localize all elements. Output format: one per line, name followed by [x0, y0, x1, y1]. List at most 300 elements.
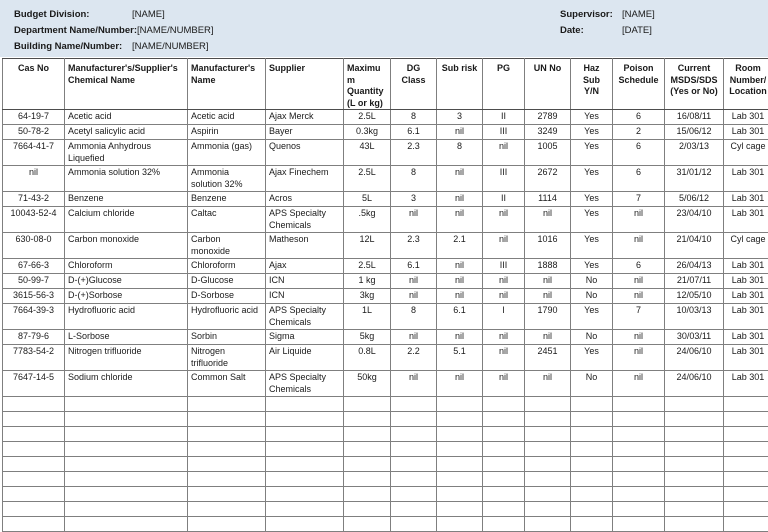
cell-un-no[interactable]: 2789	[525, 110, 571, 125]
cell-empty[interactable]	[571, 502, 613, 517]
cell-pg[interactable]: nil	[483, 207, 525, 233]
cell-poison-schedule[interactable]: 6	[613, 110, 665, 125]
cell-current-msds[interactable]: 15/06/12	[665, 125, 724, 140]
cell-manufacturer-name[interactable]: Caltac	[188, 207, 266, 233]
cell-cas-no[interactable]: 7783-54-2	[3, 345, 65, 371]
column-header-chemical-name[interactable]	[65, 59, 188, 110]
cell-chemical-name[interactable]: Acetyl salicylic acid	[65, 125, 188, 140]
column-header-current-msds[interactable]	[665, 59, 724, 110]
cell-pg[interactable]: III	[483, 166, 525, 192]
cell-dg-class[interactable]: 8	[391, 166, 437, 192]
cell-empty[interactable]	[391, 412, 437, 427]
cell-cas-no[interactable]: 50-99-7	[3, 274, 65, 289]
cell-room-number[interactable]: Cyl cage	[724, 233, 768, 259]
cell-empty[interactable]	[437, 487, 483, 502]
cell-poison-schedule[interactable]: nil	[613, 233, 665, 259]
cell-empty[interactable]	[483, 517, 525, 532]
cell-max-quantity[interactable]: 43L	[344, 140, 391, 166]
cell-room-number[interactable]: Lab 301	[724, 259, 768, 274]
cell-supplier[interactable]: Ajax	[266, 259, 344, 274]
cell-supplier[interactable]: Acros	[266, 192, 344, 207]
cell-max-quantity[interactable]: .5kg	[344, 207, 391, 233]
column-header-supplier[interactable]	[266, 59, 344, 110]
column-header-pg[interactable]	[483, 59, 525, 110]
cell-room-number[interactable]: Lab 301	[724, 274, 768, 289]
cell-haz-sub[interactable]: No	[571, 289, 613, 304]
cell-empty[interactable]	[391, 517, 437, 532]
cell-dg-class[interactable]: 8	[391, 110, 437, 125]
cell-empty[interactable]	[65, 397, 188, 412]
cell-empty[interactable]	[65, 517, 188, 532]
column-header-manufacturer-name[interactable]	[188, 59, 266, 110]
cell-chemical-name[interactable]: Ammonia solution 32%	[65, 166, 188, 192]
cell-pg[interactable]: III	[483, 125, 525, 140]
cell-room-number[interactable]: Lab 301	[724, 166, 768, 192]
cell-empty[interactable]	[437, 472, 483, 487]
cell-cas-no[interactable]: 50-78-2	[3, 125, 65, 140]
cell-un-no[interactable]: nil	[525, 371, 571, 397]
cell-haz-sub[interactable]: Yes	[571, 233, 613, 259]
supervisor-field[interactable]	[560, 8, 655, 22]
cell-empty[interactable]	[65, 487, 188, 502]
cell-cas-no[interactable]: 630-08-0	[3, 233, 65, 259]
cell-pg[interactable]: nil	[483, 140, 525, 166]
cell-empty[interactable]	[525, 427, 571, 442]
cell-supplier[interactable]: Bayer	[266, 125, 344, 140]
cell-empty[interactable]	[3, 457, 65, 472]
cell-max-quantity[interactable]: 5L	[344, 192, 391, 207]
cell-cas-no[interactable]: 7664-39-3	[3, 304, 65, 330]
cell-supplier[interactable]: Air Liquide	[266, 345, 344, 371]
cell-supplier[interactable]: Ajax Finechem	[266, 166, 344, 192]
cell-room-number[interactable]: Cyl cage	[724, 140, 768, 166]
cell-current-msds[interactable]: 2/03/13	[665, 140, 724, 166]
cell-empty[interactable]	[613, 502, 665, 517]
cell-dg-class[interactable]: 2.3	[391, 140, 437, 166]
cell-empty[interactable]	[525, 472, 571, 487]
cell-empty[interactable]	[571, 457, 613, 472]
cell-poison-schedule[interactable]: 6	[613, 140, 665, 166]
cell-empty[interactable]	[188, 472, 266, 487]
cell-empty[interactable]	[724, 517, 768, 532]
cell-dg-class[interactable]: nil	[391, 289, 437, 304]
cell-pg[interactable]: III	[483, 259, 525, 274]
cell-un-no[interactable]: 1016	[525, 233, 571, 259]
cell-poison-schedule[interactable]: 2	[613, 125, 665, 140]
budget-division-field[interactable]	[14, 8, 214, 22]
cell-empty[interactable]	[437, 457, 483, 472]
cell-poison-schedule[interactable]: nil	[613, 274, 665, 289]
cell-empty[interactable]	[665, 472, 724, 487]
cell-empty[interactable]	[344, 412, 391, 427]
cell-empty[interactable]	[525, 517, 571, 532]
cell-empty[interactable]	[613, 472, 665, 487]
cell-empty[interactable]	[437, 412, 483, 427]
cell-empty[interactable]	[724, 427, 768, 442]
cell-sub-risk[interactable]: nil	[437, 289, 483, 304]
building-name-number-value[interactable]: [NAME/NUMBER]	[132, 40, 209, 54]
cell-empty[interactable]	[266, 442, 344, 457]
cell-max-quantity[interactable]: 12L	[344, 233, 391, 259]
cell-empty[interactable]	[3, 502, 65, 517]
cell-empty[interactable]	[665, 427, 724, 442]
cell-cas-no[interactable]: 3615-56-3	[3, 289, 65, 304]
cell-max-quantity[interactable]: 2.5L	[344, 259, 391, 274]
cell-manufacturer-name[interactable]: Common Salt	[188, 371, 266, 397]
cell-haz-sub[interactable]: Yes	[571, 207, 613, 233]
cell-sub-risk[interactable]: nil	[437, 166, 483, 192]
cell-empty[interactable]	[525, 412, 571, 427]
cell-cas-no[interactable]: nil	[3, 166, 65, 192]
cell-empty[interactable]	[344, 457, 391, 472]
cell-empty[interactable]	[266, 487, 344, 502]
cell-poison-schedule[interactable]: nil	[613, 207, 665, 233]
cell-empty[interactable]	[437, 397, 483, 412]
cell-manufacturer-name[interactable]: Benzene	[188, 192, 266, 207]
cell-chemical-name[interactable]: D-(+)Glucose	[65, 274, 188, 289]
cell-pg[interactable]: I	[483, 304, 525, 330]
cell-haz-sub[interactable]: Yes	[571, 140, 613, 166]
cell-empty[interactable]	[344, 487, 391, 502]
cell-pg[interactable]: nil	[483, 330, 525, 345]
cell-sub-risk[interactable]: nil	[437, 259, 483, 274]
cell-empty[interactable]	[613, 412, 665, 427]
cell-dg-class[interactable]: 6.1	[391, 125, 437, 140]
cell-empty[interactable]	[65, 412, 188, 427]
cell-cas-no[interactable]: 10043-52-4	[3, 207, 65, 233]
cell-dg-class[interactable]: nil	[391, 371, 437, 397]
cell-empty[interactable]	[65, 427, 188, 442]
cell-empty[interactable]	[724, 412, 768, 427]
cell-sub-risk[interactable]: nil	[437, 371, 483, 397]
cell-empty[interactable]	[188, 442, 266, 457]
cell-un-no[interactable]: 1790	[525, 304, 571, 330]
cell-empty[interactable]	[665, 442, 724, 457]
cell-chemical-name[interactable]: L-Sorbose	[65, 330, 188, 345]
cell-empty[interactable]	[665, 457, 724, 472]
cell-manufacturer-name[interactable]: Sorbin	[188, 330, 266, 345]
cell-empty[interactable]	[613, 427, 665, 442]
cell-empty[interactable]	[188, 502, 266, 517]
cell-poison-schedule[interactable]: 7	[613, 304, 665, 330]
cell-empty[interactable]	[188, 487, 266, 502]
column-header-cas-no[interactable]	[3, 59, 65, 110]
cell-room-number[interactable]: Lab 301	[724, 207, 768, 233]
cell-room-number[interactable]: Lab 301	[724, 371, 768, 397]
cell-max-quantity[interactable]: 1 kg	[344, 274, 391, 289]
cell-empty[interactable]	[391, 457, 437, 472]
supervisor-value[interactable]: [NAME]	[622, 8, 655, 22]
cell-empty[interactable]	[391, 442, 437, 457]
cell-sub-risk[interactable]: 5.1	[437, 345, 483, 371]
cell-empty[interactable]	[571, 442, 613, 457]
cell-empty[interactable]	[724, 457, 768, 472]
column-header-dg-class[interactable]	[391, 59, 437, 110]
cell-dg-class[interactable]: 2.2	[391, 345, 437, 371]
cell-room-number[interactable]: Lab 301	[724, 110, 768, 125]
cell-empty[interactable]	[188, 427, 266, 442]
cell-empty[interactable]	[525, 487, 571, 502]
cell-manufacturer-name[interactable]: D-Glucose	[188, 274, 266, 289]
date-field[interactable]	[560, 24, 655, 38]
cell-haz-sub[interactable]: Yes	[571, 125, 613, 140]
cell-supplier[interactable]: APS Specialty Chemicals	[266, 371, 344, 397]
cell-dg-class[interactable]: nil	[391, 330, 437, 345]
cell-un-no[interactable]: nil	[525, 207, 571, 233]
cell-empty[interactable]	[483, 442, 525, 457]
cell-supplier[interactable]: Quenos	[266, 140, 344, 166]
cell-empty[interactable]	[437, 517, 483, 532]
cell-empty[interactable]	[483, 457, 525, 472]
cell-current-msds[interactable]: 10/03/13	[665, 304, 724, 330]
cell-empty[interactable]	[188, 457, 266, 472]
column-header-poison-schedule[interactable]	[613, 59, 665, 110]
cell-cas-no[interactable]: 7647-14-5	[3, 371, 65, 397]
cell-poison-schedule[interactable]: nil	[613, 289, 665, 304]
cell-empty[interactable]	[724, 397, 768, 412]
cell-empty[interactable]	[266, 517, 344, 532]
cell-manufacturer-name[interactable]: Carbon monoxide	[188, 233, 266, 259]
cell-room-number[interactable]: Lab 301	[724, 289, 768, 304]
cell-cas-no[interactable]: 64-19-7	[3, 110, 65, 125]
cell-empty[interactable]	[483, 502, 525, 517]
cell-empty[interactable]	[391, 397, 437, 412]
cell-max-quantity[interactable]: 2.5L	[344, 110, 391, 125]
cell-current-msds[interactable]: 12/05/10	[665, 289, 724, 304]
cell-max-quantity[interactable]: 50kg	[344, 371, 391, 397]
cell-un-no[interactable]: nil	[525, 289, 571, 304]
cell-empty[interactable]	[188, 517, 266, 532]
budget-division-value[interactable]: [NAME]	[132, 8, 165, 22]
cell-supplier[interactable]: Sigma	[266, 330, 344, 345]
cell-chemical-name[interactable]: Calcium chloride	[65, 207, 188, 233]
cell-chemical-name[interactable]: Carbon monoxide	[65, 233, 188, 259]
cell-haz-sub[interactable]: Yes	[571, 192, 613, 207]
cell-empty[interactable]	[391, 487, 437, 502]
cell-pg[interactable]: nil	[483, 289, 525, 304]
cell-chemical-name[interactable]: D-(+)Sorbose	[65, 289, 188, 304]
cell-empty[interactable]	[266, 457, 344, 472]
cell-empty[interactable]	[266, 412, 344, 427]
cell-empty[interactable]	[571, 472, 613, 487]
cell-supplier[interactable]: APS Specialty Chemicals	[266, 304, 344, 330]
cell-current-msds[interactable]: 21/07/11	[665, 274, 724, 289]
cell-manufacturer-name[interactable]: D-Sorbose	[188, 289, 266, 304]
cell-current-msds[interactable]: 16/08/11	[665, 110, 724, 125]
cell-empty[interactable]	[571, 427, 613, 442]
cell-cas-no[interactable]: 7664-41-7	[3, 140, 65, 166]
cell-un-no[interactable]: nil	[525, 330, 571, 345]
cell-cas-no[interactable]: 67-66-3	[3, 259, 65, 274]
cell-poison-schedule[interactable]: nil	[613, 330, 665, 345]
cell-empty[interactable]	[188, 397, 266, 412]
cell-manufacturer-name[interactable]: Ammonia solution 32%	[188, 166, 266, 192]
cell-empty[interactable]	[613, 442, 665, 457]
column-header-max-quantity[interactable]	[344, 59, 391, 110]
cell-empty[interactable]	[65, 472, 188, 487]
cell-empty[interactable]	[3, 517, 65, 532]
cell-empty[interactable]	[391, 502, 437, 517]
cell-room-number[interactable]: Lab 301	[724, 192, 768, 207]
cell-empty[interactable]	[665, 412, 724, 427]
column-header-un-no[interactable]	[525, 59, 571, 110]
cell-un-no[interactable]: 2451	[525, 345, 571, 371]
cell-empty[interactable]	[665, 517, 724, 532]
cell-current-msds[interactable]: 24/06/10	[665, 345, 724, 371]
cell-chemical-name[interactable]: Ammonia Anhydrous Liquefied	[65, 140, 188, 166]
cell-dg-class[interactable]: nil	[391, 207, 437, 233]
column-header-room-number[interactable]	[724, 59, 768, 110]
cell-empty[interactable]	[344, 517, 391, 532]
cell-max-quantity[interactable]: 3kg	[344, 289, 391, 304]
cell-poison-schedule[interactable]: nil	[613, 345, 665, 371]
cell-un-no[interactable]: nil	[525, 274, 571, 289]
cell-empty[interactable]	[613, 517, 665, 532]
cell-dg-class[interactable]: 2.3	[391, 233, 437, 259]
cell-empty[interactable]	[3, 397, 65, 412]
cell-current-msds[interactable]: 26/04/13	[665, 259, 724, 274]
cell-current-msds[interactable]: 5/06/12	[665, 192, 724, 207]
cell-pg[interactable]: nil	[483, 371, 525, 397]
cell-manufacturer-name[interactable]: Hydrofluoric acid	[188, 304, 266, 330]
cell-empty[interactable]	[483, 397, 525, 412]
cell-empty[interactable]	[391, 472, 437, 487]
cell-empty[interactable]	[525, 457, 571, 472]
cell-haz-sub[interactable]: Yes	[571, 259, 613, 274]
cell-haz-sub[interactable]: Yes	[571, 304, 613, 330]
cell-pg[interactable]: nil	[483, 233, 525, 259]
cell-manufacturer-name[interactable]: Nitrogen trifluoride	[188, 345, 266, 371]
cell-current-msds[interactable]: 24/06/10	[665, 371, 724, 397]
cell-un-no[interactable]: 2672	[525, 166, 571, 192]
cell-sub-risk[interactable]: nil	[437, 274, 483, 289]
cell-room-number[interactable]: Lab 301	[724, 125, 768, 140]
cell-cas-no[interactable]: 87-79-6	[3, 330, 65, 345]
cell-empty[interactable]	[665, 397, 724, 412]
cell-empty[interactable]	[724, 442, 768, 457]
cell-haz-sub[interactable]: Yes	[571, 166, 613, 192]
cell-empty[interactable]	[3, 487, 65, 502]
cell-empty[interactable]	[724, 487, 768, 502]
cell-empty[interactable]	[344, 442, 391, 457]
cell-empty[interactable]	[525, 502, 571, 517]
cell-pg[interactable]: II	[483, 192, 525, 207]
cell-un-no[interactable]: 1888	[525, 259, 571, 274]
cell-chemical-name[interactable]: Chloroform	[65, 259, 188, 274]
cell-empty[interactable]	[613, 397, 665, 412]
cell-poison-schedule[interactable]: 6	[613, 166, 665, 192]
cell-empty[interactable]	[437, 427, 483, 442]
cell-pg[interactable]: nil	[483, 274, 525, 289]
cell-chemical-name[interactable]: Nitrogen trifluoride	[65, 345, 188, 371]
department-name-number-value[interactable]: [NAME/NUMBER]	[137, 24, 214, 38]
cell-empty[interactable]	[483, 412, 525, 427]
cell-sub-risk[interactable]: nil	[437, 125, 483, 140]
cell-supplier[interactable]: Matheson	[266, 233, 344, 259]
cell-room-number[interactable]: Lab 301	[724, 345, 768, 371]
cell-max-quantity[interactable]: 0.3kg	[344, 125, 391, 140]
cell-haz-sub[interactable]: Yes	[571, 110, 613, 125]
cell-poison-schedule[interactable]: 6	[613, 259, 665, 274]
cell-manufacturer-name[interactable]: Chloroform	[188, 259, 266, 274]
column-header-sub-risk[interactable]	[437, 59, 483, 110]
cell-sub-risk[interactable]: 3	[437, 110, 483, 125]
cell-empty[interactable]	[3, 412, 65, 427]
cell-haz-sub[interactable]: Yes	[571, 345, 613, 371]
cell-empty[interactable]	[665, 502, 724, 517]
cell-chemical-name[interactable]: Sodium chloride	[65, 371, 188, 397]
cell-empty[interactable]	[344, 427, 391, 442]
cell-supplier[interactable]: ICN	[266, 274, 344, 289]
cell-un-no[interactable]: 1005	[525, 140, 571, 166]
cell-haz-sub[interactable]: No	[571, 371, 613, 397]
cell-cas-no[interactable]: 71-43-2	[3, 192, 65, 207]
cell-current-msds[interactable]: 30/03/11	[665, 330, 724, 345]
column-header-haz-sub[interactable]	[571, 59, 613, 110]
cell-manufacturer-name[interactable]: Ammonia (gas)	[188, 140, 266, 166]
cell-empty[interactable]	[613, 457, 665, 472]
cell-empty[interactable]	[266, 397, 344, 412]
cell-pg[interactable]: II	[483, 110, 525, 125]
cell-dg-class[interactable]: 8	[391, 304, 437, 330]
cell-empty[interactable]	[483, 427, 525, 442]
cell-sub-risk[interactable]: 8	[437, 140, 483, 166]
cell-current-msds[interactable]: 21/04/10	[665, 233, 724, 259]
cell-dg-class[interactable]: 6.1	[391, 259, 437, 274]
date-value[interactable]: [DATE]	[622, 24, 652, 38]
department-name-number-field[interactable]	[14, 24, 214, 38]
cell-sub-risk[interactable]: nil	[437, 207, 483, 233]
cell-poison-schedule[interactable]: nil	[613, 371, 665, 397]
cell-pg[interactable]: nil	[483, 345, 525, 371]
cell-chemical-name[interactable]: Benzene	[65, 192, 188, 207]
cell-empty[interactable]	[65, 442, 188, 457]
cell-empty[interactable]	[571, 397, 613, 412]
cell-sub-risk[interactable]: 6.1	[437, 304, 483, 330]
cell-max-quantity[interactable]: 2.5L	[344, 166, 391, 192]
cell-max-quantity[interactable]: 0.8L	[344, 345, 391, 371]
cell-empty[interactable]	[266, 472, 344, 487]
cell-sub-risk[interactable]: 2.1	[437, 233, 483, 259]
cell-empty[interactable]	[3, 427, 65, 442]
cell-empty[interactable]	[266, 502, 344, 517]
cell-supplier[interactable]: Ajax Merck	[266, 110, 344, 125]
cell-empty[interactable]	[571, 517, 613, 532]
cell-empty[interactable]	[571, 487, 613, 502]
cell-current-msds[interactable]: 23/04/10	[665, 207, 724, 233]
cell-max-quantity[interactable]: 1L	[344, 304, 391, 330]
cell-empty[interactable]	[724, 472, 768, 487]
cell-sub-risk[interactable]: nil	[437, 192, 483, 207]
cell-empty[interactable]	[525, 397, 571, 412]
cell-haz-sub[interactable]: No	[571, 330, 613, 345]
cell-empty[interactable]	[344, 502, 391, 517]
cell-un-no[interactable]: 3249	[525, 125, 571, 140]
cell-un-no[interactable]: 1114	[525, 192, 571, 207]
cell-empty[interactable]	[3, 472, 65, 487]
cell-empty[interactable]	[437, 502, 483, 517]
cell-haz-sub[interactable]: No	[571, 274, 613, 289]
cell-empty[interactable]	[571, 412, 613, 427]
building-name-number-field[interactable]	[14, 40, 214, 54]
cell-empty[interactable]	[437, 442, 483, 457]
cell-max-quantity[interactable]: 5kg	[344, 330, 391, 345]
cell-poison-schedule[interactable]: 7	[613, 192, 665, 207]
cell-room-number[interactable]: Lab 301	[724, 304, 768, 330]
cell-empty[interactable]	[483, 487, 525, 502]
cell-empty[interactable]	[3, 442, 65, 457]
cell-empty[interactable]	[188, 412, 266, 427]
